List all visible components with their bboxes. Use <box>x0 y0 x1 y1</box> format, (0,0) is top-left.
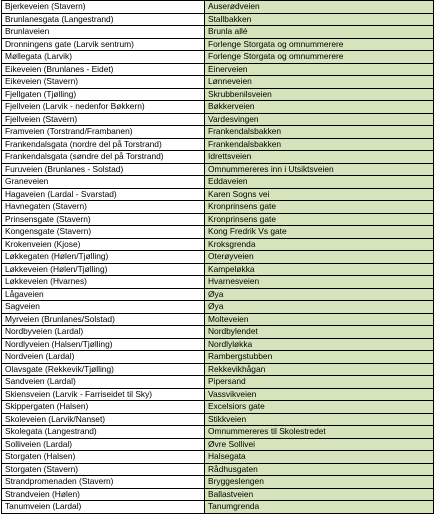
table-row <box>2 438 434 451</box>
new-street-name-cell[interactable]: Molteveien <box>205 313 434 326</box>
table-row <box>2 313 434 326</box>
old-street-name-cell[interactable]: Fjellveien (Larvik - nedenfor Bøkkern) <box>2 101 205 114</box>
new-street-name-cell[interactable]: Bøkkerveien <box>205 101 434 114</box>
street-rename-table <box>1 0 434 514</box>
table-row <box>2 101 434 114</box>
old-street-name-cell[interactable]: Storgaten (Halsen) <box>2 451 205 464</box>
new-street-name-cell[interactable]: Frankendalsbakken <box>205 126 434 139</box>
table-row <box>2 1 434 14</box>
old-street-name-cell[interactable]: Krokenveien (Kjose) <box>2 238 205 251</box>
new-street-name-cell[interactable]: Idrettsveien <box>205 151 434 164</box>
new-street-name-cell[interactable]: Einerveien <box>205 63 434 76</box>
old-street-name-cell[interactable]: Sandveien (Lardal) <box>2 376 205 389</box>
old-street-name-cell[interactable]: Fjellveien (Stavern) <box>2 113 205 126</box>
new-street-name-cell[interactable]: Excelsiors gate <box>205 401 434 414</box>
old-street-name-cell[interactable]: Framveien (Torstrand/Frambanen) <box>2 126 205 139</box>
old-street-name-cell[interactable]: Nordbyveien (Lardal) <box>2 326 205 339</box>
table-row <box>2 26 434 39</box>
table-row <box>2 76 434 89</box>
new-street-name-cell[interactable]: Karen Sogns vei <box>205 188 434 201</box>
new-street-name-cell[interactable]: Omnummereres til Skolestredet <box>205 426 434 439</box>
new-street-name-cell[interactable]: Vardesvingen <box>205 113 434 126</box>
old-street-name-cell[interactable]: Prinsensgate (Stavern) <box>2 213 205 226</box>
new-street-name-cell[interactable]: Rådhusgaten <box>205 463 434 476</box>
new-street-name-cell[interactable]: Eddaveien <box>205 176 434 189</box>
new-street-name-cell[interactable]: Kampeløkka <box>205 263 434 276</box>
new-street-name-cell[interactable]: Øya <box>205 288 434 301</box>
table-row <box>2 13 434 26</box>
table-row <box>2 326 434 339</box>
table-row <box>2 63 434 76</box>
table-row <box>2 488 434 501</box>
old-street-name-cell[interactable]: Nordlyveien (Halsen/Tjølling) <box>2 338 205 351</box>
old-street-name-cell[interactable]: Dronningens gate (Larvik sentrum) <box>2 38 205 51</box>
old-street-name-cell[interactable]: Furuveien (Brunlanes - Solstad) <box>2 163 205 176</box>
table-row <box>2 38 434 51</box>
new-street-name-cell[interactable]: Omnummereres inn i Utsiktsveien <box>205 163 434 176</box>
table-row <box>2 188 434 201</box>
table-row <box>2 88 434 101</box>
new-street-name-cell[interactable]: Kronprinsens gate <box>205 201 434 214</box>
old-street-name-cell[interactable]: Storgaten (Stavern) <box>2 463 205 476</box>
old-street-name-cell[interactable]: Skolegata (Langestrand) <box>2 426 205 439</box>
new-street-name-cell[interactable]: Pipersand <box>205 376 434 389</box>
table-row <box>2 176 434 189</box>
table-row <box>2 463 434 476</box>
table-row <box>2 213 434 226</box>
table-row <box>2 126 434 139</box>
old-street-name-cell[interactable]: Havnegaten (Stavern) <box>2 201 205 214</box>
old-street-name-cell[interactable]: Møllegata (Larvik) <box>2 51 205 64</box>
old-street-name-cell[interactable]: Kongensgate (Stavern) <box>2 226 205 239</box>
new-street-name-cell[interactable]: Brunla allé <box>205 26 434 39</box>
old-street-name-cell[interactable]: Frankendalsgata (søndre del på Torstrand) <box>2 151 205 164</box>
old-street-name-cell[interactable]: Bjerkeveien (Stavern) <box>2 1 205 14</box>
new-street-name-cell[interactable]: Hvarnesveien <box>205 276 434 289</box>
table-row <box>2 338 434 351</box>
old-street-name-cell[interactable]: Lågaveien <box>2 288 205 301</box>
new-street-name-cell[interactable]: Øya <box>205 301 434 314</box>
table-row <box>2 251 434 264</box>
table-row <box>2 426 434 439</box>
table-row <box>2 163 434 176</box>
new-street-name-cell[interactable]: Øvre Sollivei <box>205 438 434 451</box>
new-street-name-cell[interactable]: Stallbakken <box>205 13 434 26</box>
new-street-name-cell[interactable]: Halsegata <box>205 451 434 464</box>
table-row <box>2 238 434 251</box>
new-street-name-cell[interactable]: Bryggeslengen <box>205 476 434 489</box>
old-street-name-cell[interactable]: Graneveien <box>2 176 205 189</box>
table-row <box>2 363 434 376</box>
old-street-name-cell[interactable]: Brunlanesgata (Langestrand) <box>2 13 205 26</box>
table-row <box>2 138 434 151</box>
table-row <box>2 451 434 464</box>
new-street-name-cell[interactable]: Forlenge Storgata og omnummerere <box>205 51 434 64</box>
new-street-name-cell[interactable]: Kong Fredrik Vs gate <box>205 226 434 239</box>
old-street-name-cell[interactable]: Myrveien (Brunlanes/Solstad) <box>2 313 205 326</box>
old-street-name-cell[interactable]: Brunlaveien <box>2 26 205 39</box>
table-row <box>2 226 434 239</box>
table-row <box>2 263 434 276</box>
table-row <box>2 201 434 214</box>
new-street-name-cell[interactable]: Forlenge Storgata og omnummerere <box>205 38 434 51</box>
old-street-name-cell[interactable]: Frankendalsgata (nordre del på Torstrand) <box>2 138 205 151</box>
new-street-name-cell[interactable]: Vassvikveien <box>205 388 434 401</box>
old-street-name-cell[interactable]: Strandveien (Hølen) <box>2 488 205 501</box>
new-street-name-cell[interactable]: Ballastveien <box>205 488 434 501</box>
old-street-name-cell[interactable]: Løkkegaten (Hølen/Tjølling) <box>2 251 205 264</box>
table-row <box>2 288 434 301</box>
new-street-name-cell[interactable]: Oterøyveien <box>205 251 434 264</box>
table-body <box>2 1 434 514</box>
old-street-name-cell[interactable]: Fjellgaten (Tjølling) <box>2 88 205 101</box>
new-street-name-cell[interactable]: Kronprinsens gate <box>205 213 434 226</box>
table-row <box>2 301 434 314</box>
old-street-name-cell[interactable]: Løkkeveien (Hølen/Tjølling) <box>2 263 205 276</box>
old-street-name-cell[interactable]: Tanumveien (Lardal) <box>2 501 205 514</box>
old-street-name-cell[interactable]: Sagveien <box>2 301 205 314</box>
table-row <box>2 413 434 426</box>
old-street-name-cell[interactable]: Nordveien (Lardal) <box>2 351 205 364</box>
table-row <box>2 501 434 514</box>
old-street-name-cell[interactable]: Eikeveien (Brunlanes - Eidet) <box>2 63 205 76</box>
new-street-name-cell[interactable]: Tanumgrenda <box>205 501 434 514</box>
table-row <box>2 113 434 126</box>
old-street-name-cell[interactable]: Hagaveien (Lardal - Svarstad) <box>2 188 205 201</box>
old-street-name-cell[interactable]: Strandpromenaden (Stavern) <box>2 476 205 489</box>
new-street-name-cell[interactable]: Nordbylendet <box>205 326 434 339</box>
new-street-name-cell[interactable]: Auserødveien <box>205 1 434 14</box>
new-street-name-cell[interactable]: Lønneveien <box>205 76 434 89</box>
table-row <box>2 51 434 64</box>
old-street-name-cell[interactable]: Skiensveien (Larvik - Farriseidet til Sky) <box>2 388 205 401</box>
new-street-name-cell[interactable]: Skrubbenilsveien <box>205 88 434 101</box>
table-row <box>2 151 434 164</box>
new-street-name-cell[interactable]: Stikkveien <box>205 413 434 426</box>
new-street-name-cell[interactable]: Nordlyløkka <box>205 338 434 351</box>
table-row <box>2 401 434 414</box>
table-row <box>2 388 434 401</box>
new-street-name-cell[interactable]: Rambergstubben <box>205 351 434 364</box>
new-street-name-cell[interactable]: Frankendalsbakken <box>205 138 434 151</box>
table-row <box>2 351 434 364</box>
new-street-name-cell[interactable]: Kroksgrenda <box>205 238 434 251</box>
table-row <box>2 476 434 489</box>
old-street-name-cell[interactable]: Olavsgate (Rekkevik/Tjølling) <box>2 363 205 376</box>
old-street-name-cell[interactable]: Solliveien (Lardal) <box>2 438 205 451</box>
old-street-name-cell[interactable]: Skippergaten (Halsen) <box>2 401 205 414</box>
new-street-name-cell[interactable]: Rekkevikhågan <box>205 363 434 376</box>
old-street-name-cell[interactable]: Eikeveien (Stavern) <box>2 76 205 89</box>
table-row <box>2 376 434 389</box>
old-street-name-cell[interactable]: Skoleveien (Larvik/Nanset) <box>2 413 205 426</box>
old-street-name-cell[interactable]: Løkkeveien (Hvarnes) <box>2 276 205 289</box>
table-row <box>2 276 434 289</box>
